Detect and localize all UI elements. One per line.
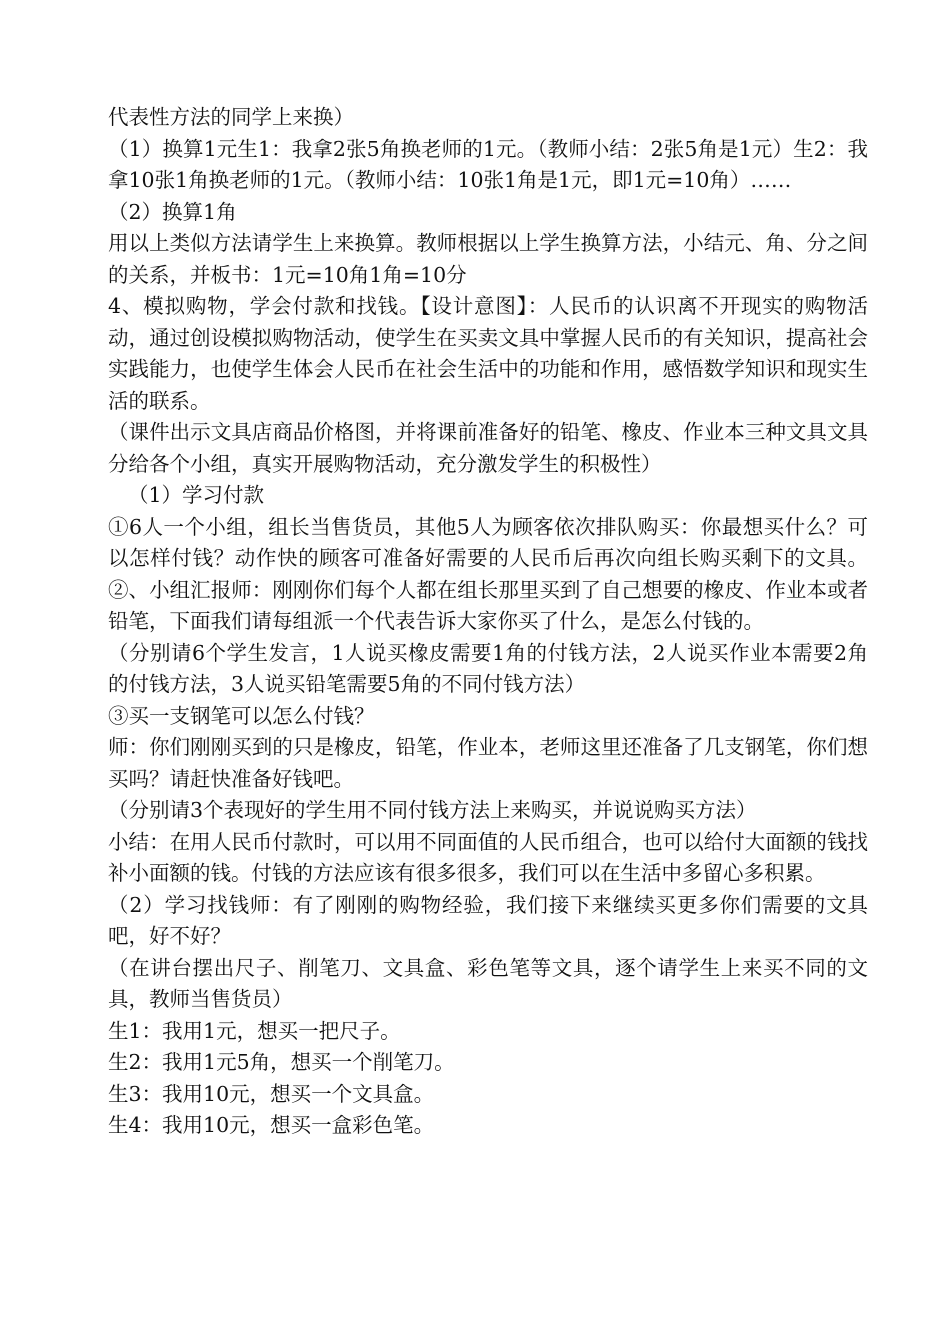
paragraph-group-activity: ①6人一个小组，组长当售货员，其他5人为顾客依次排队购买：你最想买什么？可以怎样付钱？动作快的顾客可准备好需要的人民币后再次向组长购买剩下的文具。②、小组汇报师：刚刚你们每个人都在组长那里买到了自己想要的橡皮、作业本或者铅笔，下面我们请每组派一个代表告诉大家你买了什么，是怎么付钱的。 [108,514,868,633]
paragraph-buy-pen-question: ③买一支钢笔可以怎么付钱？ [108,703,375,728]
paragraph-student-3: 生3：我用10元，想买一个文具盒。 [108,1081,435,1106]
paragraph-teacher-pen: 师：你们刚刚买到的只是橡皮，铅笔，作业本，老师这里还准备了几支钢笔，你们想买吗？请赶快准备好钱吧。 [108,735,868,791]
paragraph-convert-yuan: （1）换算1元生1：我拿2张5角换老师的1元。（教师小结：2张5角是1元）生2：我拿10张1角换老师的1元。（教师小结：10张1角是1元，即1元=10角）…… [108,136,868,192]
paragraph-change-heading: （2）学习找钱师：有了刚刚的购物经验，我们接下来继续买更多你们需要的文具吧，好不好？ [108,892,868,948]
paragraph-student-4: 生4：我用10元，想买一盒彩色笔。 [108,1113,435,1137]
paragraph-podium-items: （在讲台摆出尺子、削笔刀、文具盒、彩色笔等文具，逐个请学生上来买不同的文具，教师当售货员） [108,955,868,1011]
paragraph-three-students: （分别请3个表现好的学生用不同付钱方法上来购买，并说说购买方法） [108,798,757,822]
paragraph-unit-relation: 用以上类似方法请学生上来换算。教师根据以上学生换算方法，小结元、角、分之间的关系，并板书：1元=10角1角=10分 [108,231,868,287]
paragraph-continuation: 代表性方法的同学上来换） [108,105,354,129]
document-page [108,102,868,1142]
paragraph-courseware-note: （课件出示文具店商品价格图，并将课前准备好的铅笔、橡皮、作业本三种文具文具分给各个小组，真实开展购物活动，充分激发学生的积极性） [108,420,868,476]
paragraph-student-2: 生2：我用1元5角，想买一个削笔刀。 [108,1050,455,1074]
paragraph-convert-jiao-heading: （2）换算1角 [108,199,237,224]
paragraph-summary: 小结：在用人民币付款时，可以用不同面值的人民币组合，也可以给付大面额的钱找补小面额的钱。付钱的方法应该有很多很多，我们可以在生活中多留心多积累。 [108,829,868,885]
paragraph-payment-heading: （1）学习付款 [128,483,265,507]
paragraph-student-speeches: （分别请6个学生发言，1人说买橡皮需要1角的付钱方法，2人说买作业本需要2角的付钱方法，3人说买铅笔需要5角的不同付钱方法） [108,640,868,696]
paragraph-shopping-intent: 4、模拟购物，学会付款和找钱。【设计意图】：人民币的认识离不开现实的购物活动，通过创设模拟购物活动，使学生在买卖文具中掌握人民币的有关知识，提高社会实践能力，也使学生体会人民币在社会生活中的功能和作用，感悟数学知识和现实生活的联系。 [108,294,868,413]
paragraph-student-1: 生1：我用1元，想买一把尺子。 [108,1018,401,1043]
